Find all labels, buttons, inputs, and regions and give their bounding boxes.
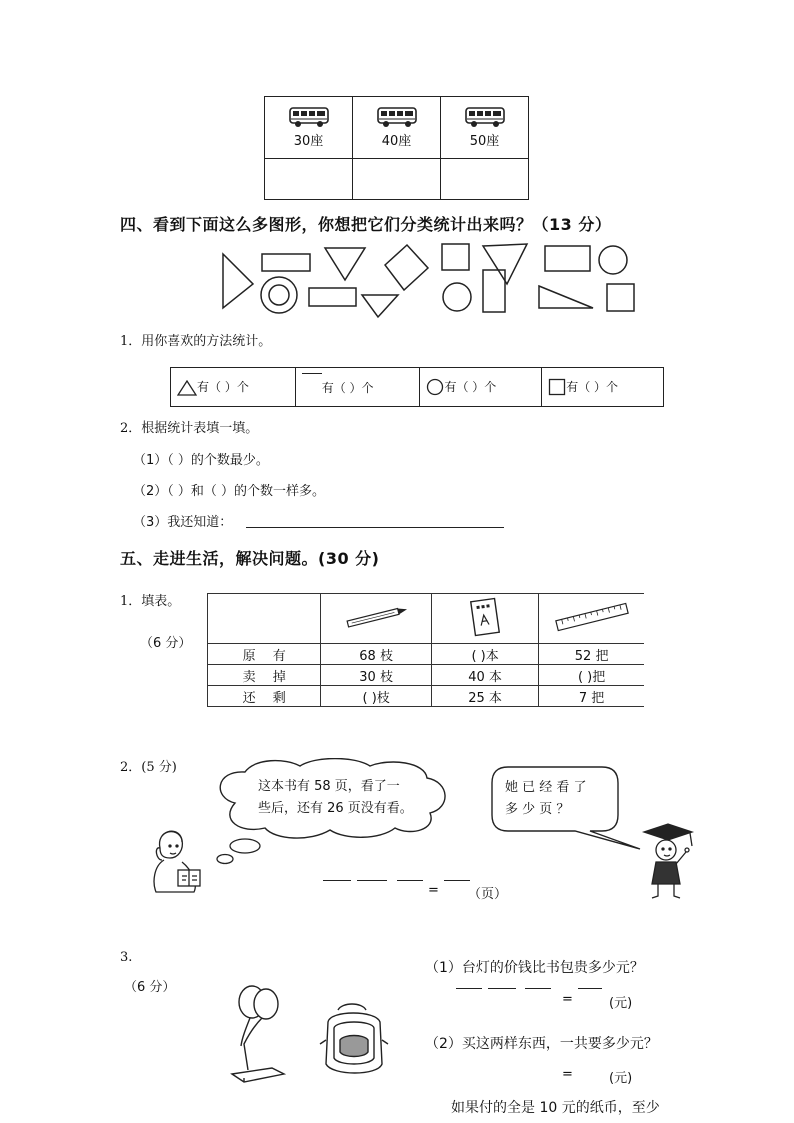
- tally-cell-triangle[interactable]: [171, 368, 296, 407]
- circle-shape: [443, 283, 471, 311]
- rectangle-shape: [545, 246, 590, 271]
- q2-item-2: （2）（ ）和（ ）的个数一样多。: [133, 484, 326, 499]
- triangle-shape: [223, 254, 253, 308]
- table-cell[interactable]: ( )本: [431, 644, 538, 665]
- answer-blank[interactable]: [444, 880, 470, 881]
- tally-cell-square[interactable]: [542, 368, 664, 407]
- school-bag-icon: [318, 1000, 390, 1080]
- rectangle-shape: [262, 254, 310, 271]
- answer-blank[interactable]: [323, 880, 351, 881]
- bus-cell: [441, 97, 529, 159]
- tally-text: 有（ ）个: [444, 379, 497, 394]
- row-label: 原 有: [208, 644, 321, 665]
- table-row: [208, 686, 645, 707]
- shapes-figure: [215, 240, 645, 320]
- table-cell: 7 把: [539, 686, 644, 707]
- table-row: [208, 644, 645, 665]
- q3-sub2: （2）买这两样东西，一共要多少元？: [425, 1036, 658, 1052]
- q2-text: 2．根据统计表填一填。: [120, 421, 259, 436]
- triangle-shape: [325, 248, 365, 280]
- circle-icon: [426, 378, 444, 396]
- ruler-icon: [552, 602, 632, 632]
- q3-label: 3.: [120, 950, 133, 965]
- square-shape: [607, 284, 634, 311]
- bus-cell: [265, 97, 353, 159]
- q2-item-1: （1）（ ）的个数最少。: [133, 453, 269, 468]
- rectangle-line-icon: [302, 373, 322, 374]
- table-cell: 25 本: [431, 686, 538, 707]
- bus-cell: [353, 97, 441, 159]
- square-shape: [442, 244, 469, 270]
- q2-item-3: （3）我还知道：: [133, 515, 233, 530]
- table-cell: 30 枝: [321, 665, 432, 686]
- boy-graduate-icon: [636, 822, 696, 902]
- tally-text: 有（ ）个: [566, 379, 619, 394]
- tally-cell-circle[interactable]: [420, 368, 542, 407]
- bus-seat-label: 50座: [469, 134, 500, 149]
- bus-icon: [465, 106, 505, 128]
- q3-tail-text: 如果付的全是 10 元的纸币，至少: [451, 1100, 660, 1116]
- ring-inner-shape: [269, 285, 289, 305]
- bus-seat-label: 30座: [293, 134, 324, 149]
- triangle-icon: [177, 380, 197, 396]
- triangle-shape: [362, 295, 398, 317]
- answer-blank[interactable]: [456, 988, 482, 989]
- q3-points: （6 分）: [124, 980, 176, 995]
- table-cell: 40 本: [431, 665, 538, 686]
- answer-blank[interactable]: [357, 880, 387, 881]
- answer-blank[interactable]: [397, 880, 423, 881]
- unit-label: (元): [609, 1071, 633, 1086]
- header-ruler-cell: [539, 594, 644, 644]
- q1-text: 1．用你喜欢的方法统计。: [120, 334, 272, 349]
- equals-sign: =: [428, 883, 439, 898]
- table-cell: 68 枝: [321, 644, 432, 665]
- q3-sub1: （1）台灯的价钱比书包贵多少元？: [425, 960, 644, 976]
- square-icon: [548, 378, 566, 396]
- equals-sign: =: [562, 1067, 573, 1082]
- desk-lamp-icon: [228, 982, 298, 1087]
- bus-icon: [289, 106, 329, 128]
- tally-text: 有（ ）个: [321, 380, 374, 395]
- bubble-right-line-1: 她 已 经 看 了: [505, 780, 587, 795]
- row-label: 还 剩: [208, 686, 321, 707]
- bubble-left-line-2: 些后，还有 26 页没有看。: [258, 801, 413, 816]
- header-book-cell: [431, 594, 538, 644]
- q1-label: 1．填表。: [120, 594, 181, 609]
- pencil-icon: [341, 606, 411, 628]
- row-label: 卖 掉: [208, 665, 321, 686]
- bubble-right-line-2: 多 少 页 ？: [505, 802, 570, 817]
- table-cell[interactable]: ( )枝: [321, 686, 432, 707]
- triangle-shape: [539, 286, 593, 308]
- diamond-square-shape: [385, 245, 428, 290]
- bus-seat-label: 40座: [381, 134, 412, 149]
- answer-cell[interactable]: [353, 159, 441, 200]
- section-5-heading: 五、走进生活，解决问题。(30 分): [120, 549, 380, 568]
- header-pencil-cell: [321, 594, 432, 644]
- table-cell: 52 把: [539, 644, 644, 665]
- unit-label: (元): [609, 996, 633, 1011]
- equals-sign: =: [562, 992, 573, 1007]
- bus-table: [264, 96, 529, 200]
- answer-cell[interactable]: [265, 159, 353, 200]
- tally-cell-rectangle[interactable]: [295, 368, 420, 407]
- unit-label: （页）: [468, 887, 508, 902]
- tally-text: 有（ ）个: [197, 380, 249, 395]
- bubble-left-line-1: 这本书有 58 页，看了一: [258, 779, 400, 794]
- tally-table: [170, 367, 664, 407]
- answer-blank[interactable]: [488, 988, 516, 989]
- bus-icon: [377, 106, 417, 128]
- girl-reading-icon: [148, 826, 218, 896]
- answer-blank[interactable]: [525, 988, 551, 989]
- ring-outer-shape: [261, 277, 297, 313]
- q1-points: （6 分）: [140, 636, 192, 651]
- answer-line[interactable]: [246, 527, 504, 528]
- table-cell[interactable]: ( )把: [539, 665, 644, 686]
- answer-blank[interactable]: [578, 988, 602, 989]
- section-4-heading: 四、看到下面这么多图形，你想把它们分类统计出来吗？（13 分）: [120, 215, 612, 234]
- rectangle-shape: [309, 288, 356, 306]
- q2-label: 2．(5 分): [120, 760, 177, 775]
- answer-cell[interactable]: [441, 159, 529, 200]
- book-icon: [469, 597, 501, 637]
- table-row: [208, 665, 645, 686]
- circle-shape: [599, 246, 627, 274]
- header-blank-cell: [208, 594, 321, 644]
- fill-table: [207, 593, 644, 707]
